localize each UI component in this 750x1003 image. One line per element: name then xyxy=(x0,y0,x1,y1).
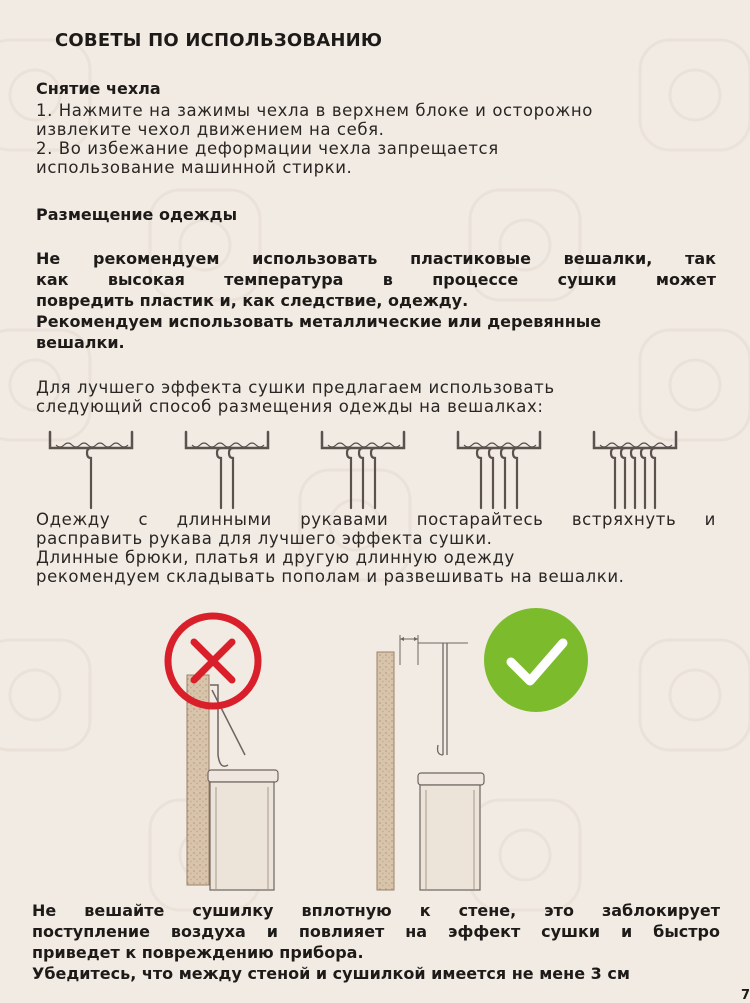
hanger-diagram xyxy=(30,422,720,512)
long-line-a: Длинные брюки, платья и другую длинную одежду xyxy=(36,548,515,567)
check-circle-icon xyxy=(484,608,588,712)
hanger-group-5 xyxy=(594,432,676,508)
hanger-hook xyxy=(501,448,505,508)
hanger-hook xyxy=(489,448,493,508)
placement-heading: Размещение одежды xyxy=(36,205,238,224)
hanger-intro xyxy=(36,378,716,416)
hanger-hook xyxy=(87,448,91,508)
recommend-line-a: Рекомендуем использовать металлические или деревянные xyxy=(36,312,602,331)
hanger-hook xyxy=(611,448,615,508)
page-number: 7 xyxy=(740,988,750,1003)
warning-line-a: Не рекомендуем использовать пластиковые вешалки, так xyxy=(36,249,716,268)
hanger-group-4 xyxy=(458,432,540,508)
wall-line-d: Убедитесь, что между стеной и сушилкой имеется не мене 3 см xyxy=(32,964,630,983)
cover-instructions xyxy=(36,101,716,177)
hanger-hook xyxy=(513,448,517,508)
hanger-hook xyxy=(229,448,233,508)
hanger-hook xyxy=(217,448,221,508)
hanger-group-3 xyxy=(322,432,404,508)
sleeves-line-b: расправить рукава для лучшего эффекта сушки. xyxy=(36,529,493,548)
hanger-hook xyxy=(347,448,351,508)
cover-step2-line-b: использование машинной стирки. xyxy=(36,158,353,177)
wall-warning xyxy=(32,900,720,984)
recommend-line-b: вешалки. xyxy=(36,333,125,352)
sleeves-tip xyxy=(36,510,716,586)
wall-line-a: Не вешайте сушилку вплотную к стене, это заблокирует xyxy=(32,901,720,920)
intro-line-b: следующий способ размещения одежды на вешалках: xyxy=(36,397,544,416)
long-line-b: рекомендуем складывать пополам и развешивать на вешалки. xyxy=(36,567,625,586)
cover-step2-line-a: 2. Во избежание деформации чехла запрещается xyxy=(36,139,499,158)
hanger-group-1 xyxy=(50,432,132,508)
plastic-warning xyxy=(36,248,716,353)
sleeves-line-a: Одежду с длинными рукавами постарайтесь встряхнуть и xyxy=(36,510,716,529)
hanger-hook xyxy=(651,448,655,508)
hanger-hook xyxy=(359,448,363,508)
hanger-hook xyxy=(641,448,645,508)
warning-line-c: повредить пластик и, как следствие, одежду. xyxy=(36,291,469,310)
correct-placement xyxy=(377,635,484,890)
wall-line-c: приведет к повреждению прибора. xyxy=(32,943,364,962)
cover-heading: Снятие чехла xyxy=(36,79,161,98)
warning-line-b: как высокая температура в процессе сушки может xyxy=(36,270,716,289)
hanger-hook xyxy=(621,448,625,508)
hanger-hook xyxy=(371,448,375,508)
wall-clearance-diagram xyxy=(150,605,610,895)
cover-step1-line-a: 1. Нажмите на зажимы чехла в верхнем блоке и осторожно xyxy=(36,101,593,120)
wall-line-b: поступление воздуха и повлияет на эффект сушки и быстро xyxy=(32,922,720,941)
cover-step1-line-b: извлеките чехол движением на себя. xyxy=(36,120,385,139)
hanger-group-2 xyxy=(186,432,268,508)
intro-line-a: Для лучшего эффекта сушки предлагаем использовать xyxy=(36,378,555,397)
hanger-hook xyxy=(477,448,481,508)
page-title: СОВЕТЫ ПО ИСПОЛЬЗОВАНИЮ xyxy=(55,30,383,51)
hanger-hook xyxy=(631,448,635,508)
